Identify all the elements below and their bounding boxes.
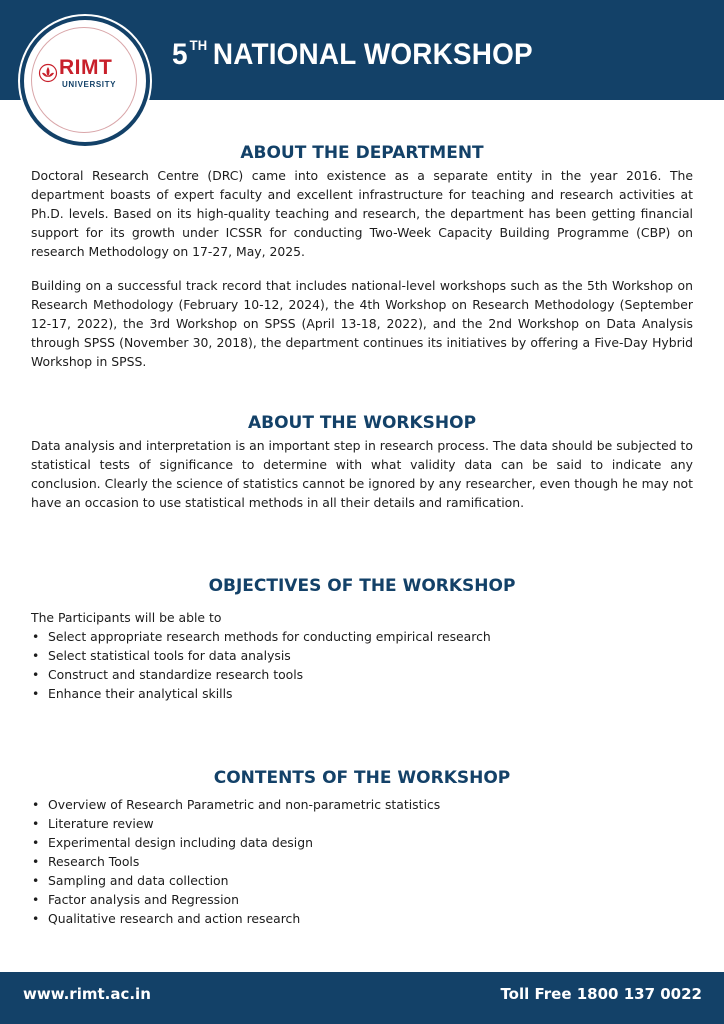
objectives-heading: OBJECTIVES OF THE WORKSHOP — [208, 576, 516, 596]
about-workshop-paragraph: Data analysis and interpretation is an important step in research process. The data should be subjected to statistical tests of significance to determine with what validity data can be said to indicate any conclusion. Clearly the science of statistics cannot be ignored by any researcher, even though he may not have an occasion to use statistical methods in all their details and ramification. — [31, 438, 693, 510]
footer-bar — [0, 972, 724, 1024]
list-item: • Select appropriate research methods for conducting empirical research — [31, 627, 693, 646]
list-item: • Literature review — [31, 814, 693, 833]
list-item: • Factor analysis and Regression — [31, 890, 693, 909]
logo-subtitle: UNIVERSITY — [62, 80, 117, 89]
title-superscript: TH — [189, 37, 208, 53]
list-item: • Qualitative research and action research — [31, 909, 693, 928]
list-item: • Sampling and data collection — [31, 871, 693, 890]
website-link[interactable]: www.rimt.ac.in — [23, 985, 151, 1003]
list-item: • Construct and standardize research tools — [31, 665, 693, 684]
about-department-paragraph-1: Doctoral Research Centre (DRC) came into existence as a separate entity in the year 2016. The department boasts of expert faculty and excellent infrastructure for teaching and research activities at Ph.D. levels. Based on its high-quality teaching and research, the department has been getting financial support for its growth under ICSSR for conducting Two-Week Capacity Building Programme (CBP) on research Methodology on 17-27, May, 2025. — [31, 168, 693, 259]
list-item: • Experimental design including data design — [31, 833, 693, 852]
list-item: • Select statistical tools for data analysis — [31, 646, 693, 665]
about-department-paragraph-2: Building on a successful track record that includes national-level workshops such as the 5th Workshop on Research Methodology (February 10-12, 2024), the 4th Workshop on Research Methodology (September 12-17, 2022), the 3rd Workshop on SPSS (April 13-18, 2022), and the 2nd Workshop on Data Analysis through SPSS (November 30, 2018), the department continues its initiatives by offering a Five-Day Hybrid Workshop in SPSS. — [31, 278, 693, 369]
title-text: NATIONAL WORKSHOP — [212, 38, 533, 71]
university-logo — [20, 16, 150, 146]
toll-free-number: Toll Free 1800 137 0022 — [500, 985, 702, 1003]
contents-list — [31, 795, 693, 928]
list-item: • Enhance their analytical skills — [31, 684, 693, 703]
title-number: 5 — [172, 38, 188, 71]
logo-wordmark: RIMT — [59, 56, 113, 79]
list-item: • Research Tools — [31, 852, 693, 871]
about-workshop-heading: ABOUT THE WORKSHOP — [247, 413, 477, 433]
objectives-list — [31, 627, 693, 703]
page-title — [172, 38, 533, 70]
lotus-emblem-icon — [38, 63, 58, 83]
contents-heading: CONTENTS OF THE WORKSHOP — [213, 768, 511, 788]
list-item: • Overview of Research Parametric and non-parametric statistics — [31, 795, 693, 814]
about-department-heading: ABOUT THE DEPARTMENT — [240, 143, 484, 163]
objectives-lead: The Participants will be able to — [31, 610, 222, 625]
